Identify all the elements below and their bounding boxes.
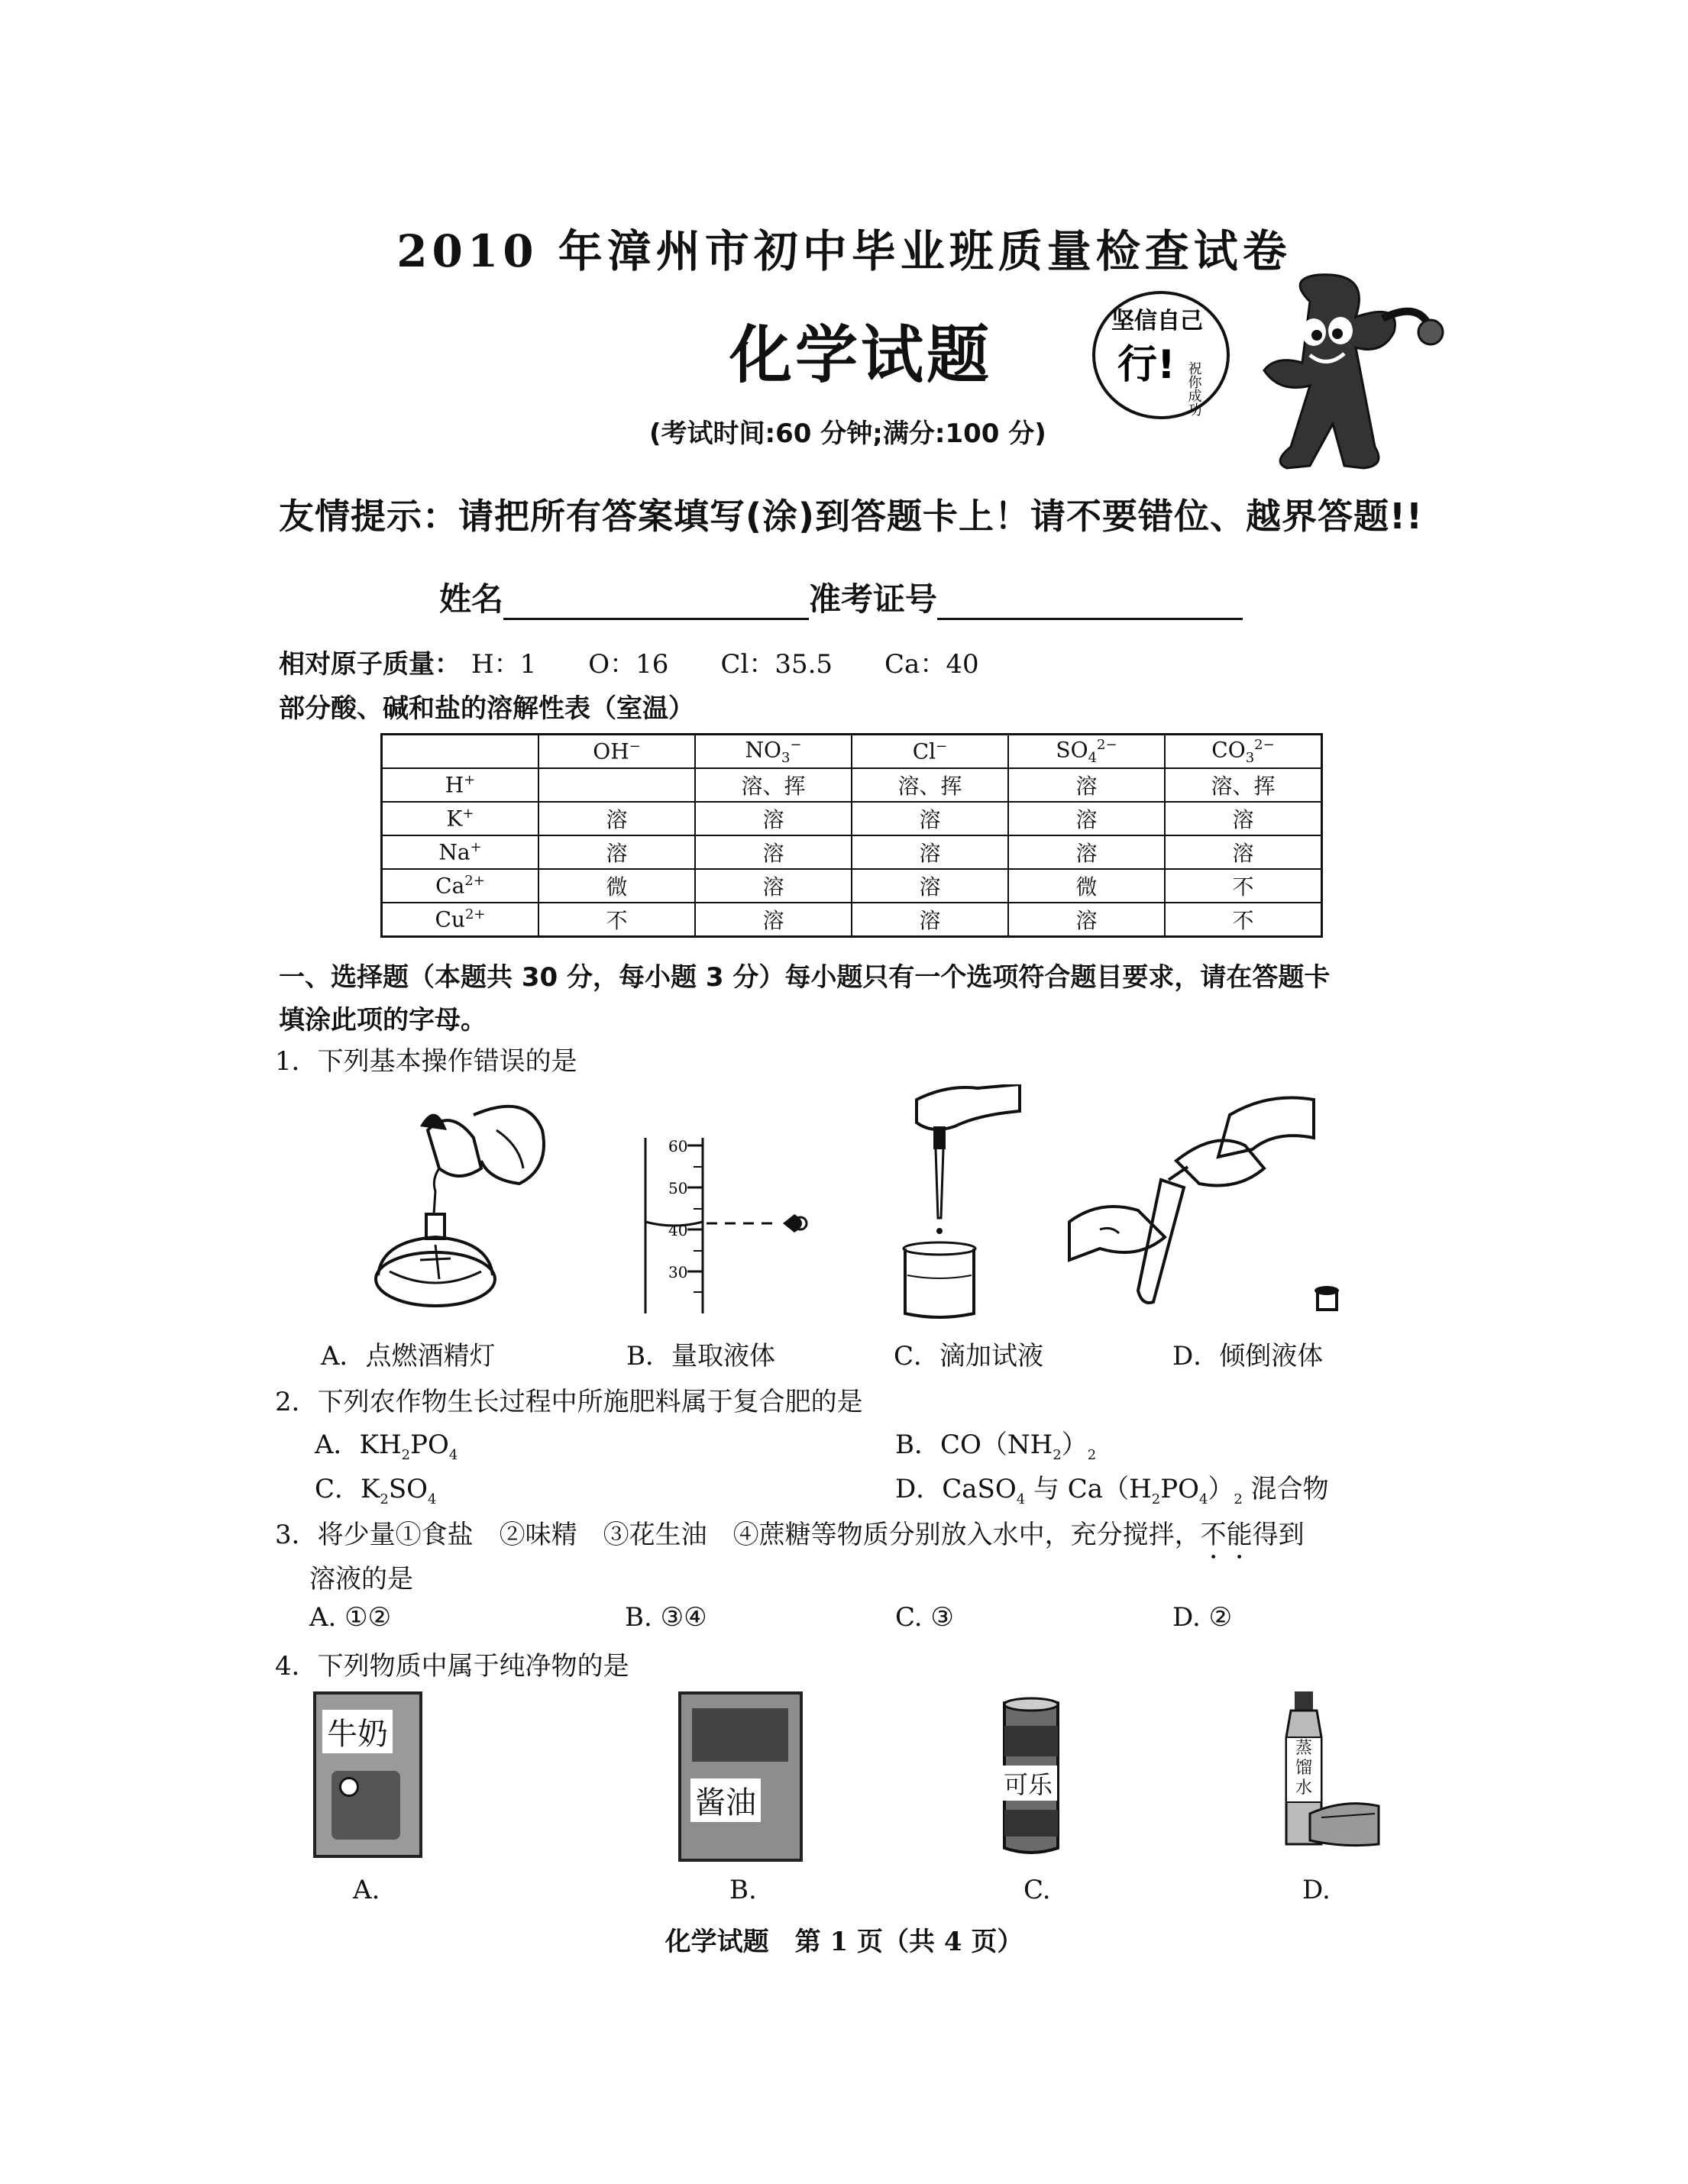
figure-graduated-cylinder bbox=[645, 1137, 807, 1313]
table-row: OH− $NO_3^-$ Cl− $SO_4^{2-}$ $CO_3^{2-}$ bbox=[382, 735, 1322, 769]
q4-option-a: A. bbox=[353, 1875, 380, 1905]
figure-alcohol-lamp bbox=[376, 1107, 544, 1306]
table-caption: 部分酸、碱和盐的溶解性表（室温） bbox=[279, 693, 694, 724]
question-2-stem: 2．下列农作物生长过程中所施肥料属于复合肥的是 bbox=[275, 1387, 863, 1417]
svg-text:50: 50 bbox=[668, 1179, 688, 1197]
reminder-text: 友情提示：请把所有答案填写(涂)到答题卡上！请不要错位、越界答题!! bbox=[279, 496, 1424, 537]
figure-pouring-liquid bbox=[1069, 1098, 1339, 1310]
milk-carton-image: 牛奶 bbox=[313, 1691, 422, 1858]
soy-sauce-bag-image: 酱油 bbox=[678, 1691, 803, 1862]
q3-option-b: B. ③④ bbox=[625, 1602, 707, 1633]
q3-option-c: C. ③ bbox=[895, 1602, 954, 1633]
q4-option-d: D. bbox=[1302, 1875, 1331, 1905]
q1-option-a: A．点燃酒精灯 bbox=[321, 1341, 496, 1371]
mascot-illustration bbox=[1081, 271, 1455, 477]
q3-option-d: D. ② bbox=[1172, 1602, 1233, 1633]
q4-option-c: C. bbox=[1023, 1875, 1051, 1905]
q4-option-b: B. bbox=[729, 1875, 757, 1905]
section-heading-cont: 填涂此项的字母。 bbox=[279, 1005, 487, 1035]
table-row: K+ 溶 溶 溶 溶 溶 bbox=[382, 802, 1322, 835]
atomic-mass-line: 相对原子质量： H：1 O：16 Cl：35.5 Ca：40 bbox=[279, 649, 979, 680]
id-blank[interactable] bbox=[937, 587, 1243, 620]
q1-option-c: C．滴加试液 bbox=[894, 1341, 1044, 1371]
question-1-figures bbox=[367, 1084, 1436, 1329]
subject-title: 化学试题 bbox=[729, 318, 993, 392]
cola-can-image: 可乐 bbox=[993, 1695, 1069, 1859]
question-3-stem-cont: 溶液的是 bbox=[309, 1564, 413, 1594]
table-row: H+ 溶、挥 溶、挥 溶 溶、挥 bbox=[382, 768, 1322, 802]
page-title: 2010 年漳州市初中毕业班质量检查试卷 bbox=[396, 225, 1292, 277]
distilled-water-bottle-image: 蒸馏水 bbox=[1268, 1691, 1382, 1856]
name-id-fields bbox=[439, 574, 1243, 620]
q2-option-c: C．$K_2SO_4$ bbox=[315, 1474, 437, 1507]
q2-option-d: D．CaSO$_4$ 与 $Ca(H_2PO_4)_2$ 混合物 bbox=[895, 1474, 1329, 1507]
svg-text:40: 40 bbox=[668, 1221, 688, 1239]
table-row: $Cu^{2+}$ 不 溶 溶 溶 不 bbox=[382, 903, 1322, 937]
q1-option-b: B．量取液体 bbox=[626, 1341, 775, 1371]
question-3-stem: 3．将少量①食盐 ②味精 ③花生油 ④蔗糖等物质分别放入水中，充分搅拌，不能得到 bbox=[275, 1520, 1305, 1550]
question-1-stem: 1．下列基本操作错误的是 bbox=[275, 1046, 577, 1077]
svg-text:祝你成功: 祝你成功 bbox=[1185, 361, 1202, 416]
q2-option-b: B．$CO(NH_2)_2$ bbox=[895, 1430, 1097, 1463]
q3-option-a: A. ①② bbox=[309, 1602, 392, 1633]
section-heading: 一、选择题（本题共 30 分，每小题 3 分）每小题只有一个选项符合题目要求，请在答题卡 bbox=[279, 962, 1331, 993]
q1-option-d: D．倾倒液体 bbox=[1172, 1341, 1324, 1371]
question-4-stem: 4．下列物质中属于纯净物的是 bbox=[275, 1651, 629, 1682]
table-row: Na+ 溶 溶 溶 溶 溶 bbox=[382, 835, 1322, 869]
mascot-badge-text: 坚信自己 bbox=[1111, 308, 1203, 334]
svg-text:60: 60 bbox=[668, 1137, 688, 1155]
svg-text:行!: 行! bbox=[1117, 342, 1175, 388]
page-footer: 化学试题 第 1 页（共 4 页） bbox=[665, 1927, 1023, 1957]
figure-dropper-beaker bbox=[904, 1084, 1020, 1317]
table-row: $Ca^{2+}$ 微 溶 溶 微 不 bbox=[382, 869, 1322, 903]
solubility-table bbox=[380, 733, 1323, 938]
exam-info: (考试时间:60 分钟;满分:100 分) bbox=[649, 418, 1046, 449]
svg-text:坚信自己 行! 祝你成功: 坚信自己 行! 祝你成功 bbox=[1163, 466, 1171, 467]
q2-option-a: A．$KH_2PO_4$ bbox=[315, 1430, 458, 1463]
id-label: 准考证号 bbox=[809, 580, 938, 618]
svg-text:30: 30 bbox=[668, 1263, 688, 1281]
name-blank[interactable] bbox=[503, 587, 809, 620]
name-label: 姓名 bbox=[439, 580, 504, 618]
